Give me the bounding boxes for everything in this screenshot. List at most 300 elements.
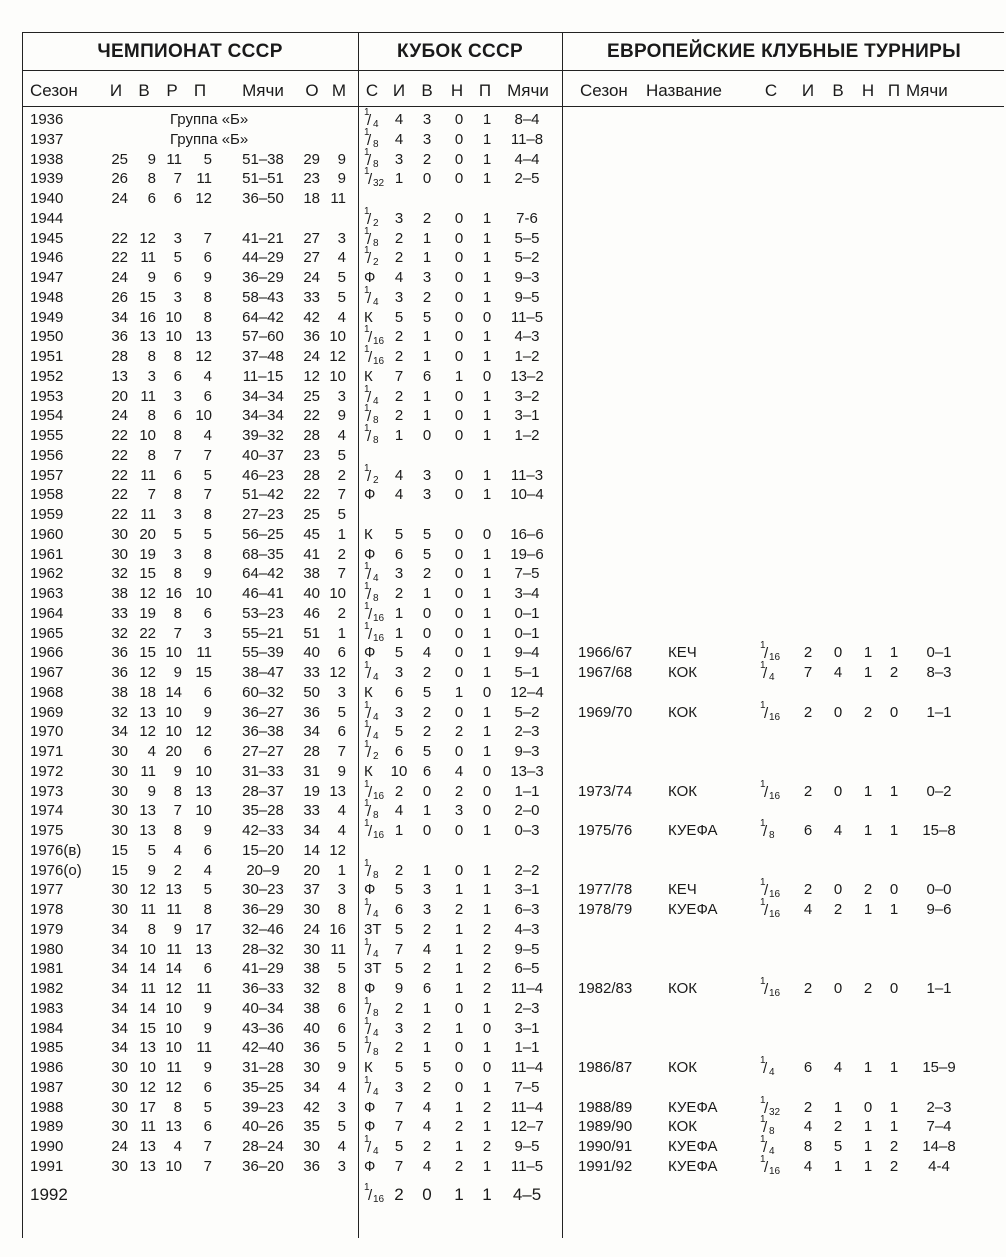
cup-stage: 1 / 2 <box>364 206 379 229</box>
euro-cell: 1 <box>863 1138 873 1155</box>
cup-cell: 2 <box>394 230 404 247</box>
champ-cell: 5 <box>203 1099 212 1116</box>
euro-cell: 4 <box>803 1118 813 1135</box>
champ-cell: 36–33 <box>242 980 284 997</box>
cup-cell: 2 <box>422 1020 432 1037</box>
champ-cell: 5 <box>337 704 346 721</box>
cup-stage: 1 / 8 <box>364 858 379 881</box>
champ-cell: 4 <box>203 368 212 385</box>
champ-cell: 10 <box>139 941 156 958</box>
champ-cell: 3 <box>173 388 182 405</box>
cup-stage: 1 / 8 <box>364 996 379 1019</box>
champ-cell: 6 <box>203 842 212 859</box>
champ-cell: 22 <box>303 407 320 424</box>
cup-cell: 0 <box>482 802 492 819</box>
champ-cell: 3 <box>173 289 182 306</box>
cup-cell: 1 <box>482 546 492 563</box>
champ-cell: 28 <box>303 427 320 444</box>
cup-cell: 1 <box>422 388 432 405</box>
champ-cell: 64–42 <box>242 565 284 582</box>
cup-stage: 1 / 16 <box>364 344 385 367</box>
cup-cell: 0 <box>454 328 464 345</box>
champ-cell: 4 <box>173 1138 182 1155</box>
cup-cell: 1 <box>482 743 492 760</box>
champ-cell: 22 <box>139 625 156 642</box>
champ-cell: 11 <box>166 941 182 958</box>
champ-cell: 1 <box>337 625 346 642</box>
champ-cell: 8 <box>337 901 346 918</box>
cup-cell: 1 <box>394 427 404 444</box>
euro-tournament: КУЕФА <box>668 822 718 839</box>
cup-cell: 2 <box>482 960 492 977</box>
season-cell: 1967 <box>30 664 64 681</box>
cup-cell: 4–4 <box>514 151 540 168</box>
cup-cell: 0 <box>422 625 432 642</box>
season-cell: 1956 <box>30 447 64 464</box>
euro-cell: 0 <box>833 980 843 997</box>
champ-cell: 9 <box>337 763 346 780</box>
champ-cell: 64–42 <box>242 309 284 326</box>
cup-cell: 3 <box>422 269 432 286</box>
champ-cell: 6 <box>203 960 212 977</box>
cup-stage: К <box>364 1059 373 1076</box>
euro-cell: 0 <box>863 1099 873 1116</box>
champ-cell: 10 <box>195 763 212 780</box>
cup-cell: 3 <box>422 467 432 484</box>
season-cell: 1973 <box>30 783 64 800</box>
champ-cell: 14 <box>165 960 182 977</box>
season-cell: 1953 <box>30 388 64 405</box>
cup-cell: 0–3 <box>514 822 540 839</box>
euro-season: 1969/70 <box>578 704 633 721</box>
cup-stage: 1 / 4 <box>364 1016 379 1039</box>
cup-cell: 4 <box>454 763 464 780</box>
champ-cell: 8 <box>203 546 212 563</box>
cup-stage: 1 / 4 <box>364 700 379 723</box>
euro-cell: 0 <box>833 783 843 800</box>
cup-cell: 1 <box>422 802 432 819</box>
champ-cell: 10 <box>329 585 346 602</box>
champ-cell: 6 <box>337 1020 346 1037</box>
season-cell: 1968 <box>30 684 64 701</box>
cup-cell: 0 <box>482 1059 492 1076</box>
euro-cell: 7–4 <box>926 1118 952 1135</box>
champ-cell: 28–32 <box>242 941 284 958</box>
cup-stage: 1 / 8 <box>364 147 379 170</box>
cup-cell: 1 <box>394 822 404 839</box>
cup-cell: 2–3 <box>514 1000 540 1017</box>
champ-header-2: И <box>109 81 123 100</box>
champ-cell: 28 <box>111 348 128 365</box>
champ-cell: 10 <box>139 427 156 444</box>
cup-cell: 4 <box>394 467 404 484</box>
cup-cell: 5–2 <box>514 249 540 266</box>
euro-cell: 4 <box>833 664 843 681</box>
champ-cell: 11 <box>330 941 346 958</box>
champ-cell: 8 <box>173 427 182 444</box>
champ-cell: 6 <box>337 723 346 740</box>
champ-cell: 11 <box>196 1039 212 1056</box>
champ-cell: 42–33 <box>242 822 284 839</box>
cup-cell: 5–1 <box>514 664 540 681</box>
euro-cell: 4 <box>803 901 813 918</box>
champ-cell: 34 <box>303 1079 320 1096</box>
cup-cell: 2 <box>422 210 432 227</box>
champ-cell: 3 <box>337 388 346 405</box>
cup-stage: 1 / 4 <box>364 1134 379 1157</box>
euro-tournament: КОК <box>668 783 697 800</box>
champ-cell: 13 <box>139 1158 156 1175</box>
cup-cell: 0 <box>454 704 464 721</box>
champ-cell: 14 <box>165 684 182 701</box>
cup-cell: 2 <box>422 289 432 306</box>
champ-cell: 12 <box>165 1079 182 1096</box>
season-cell: 1965 <box>30 625 64 642</box>
champ-cell: 6 <box>203 605 212 622</box>
cup-cell: 7 <box>394 1158 404 1175</box>
champ-cell: 34 <box>111 1020 128 1037</box>
season-cell: 1959 <box>30 506 64 523</box>
champ-cell: 6 <box>203 743 212 760</box>
cup-stage: 3Т <box>364 960 382 977</box>
euro-cell: 2 <box>803 881 813 898</box>
champ-cell: 24 <box>111 1138 128 1155</box>
champ-cell: 4 <box>337 309 346 326</box>
cup-cell: 6 <box>422 368 432 385</box>
euro-tournament: КУЕФА <box>668 901 718 918</box>
euro-cell: 2 <box>889 1158 899 1175</box>
cup-cell: 1 <box>454 1138 464 1155</box>
champ-cell: 3 <box>337 230 346 247</box>
champ-cell: 6 <box>173 467 182 484</box>
champ-cell: 24 <box>303 348 320 365</box>
champ-cell: 12 <box>329 842 346 859</box>
champ-cell: 5 <box>203 881 212 898</box>
cup-cell: 1 <box>482 644 492 661</box>
cup-cell: 0 <box>454 269 464 286</box>
cup-cell: 5 <box>422 309 432 326</box>
champ-cell: 8 <box>147 170 156 187</box>
champ-cell: 56–25 <box>242 526 284 543</box>
cup-cell: 5 <box>394 309 404 326</box>
champ-cell: 1 <box>337 526 346 543</box>
euro-cell: 0–1 <box>926 644 952 661</box>
season-cell: 1966 <box>30 644 64 661</box>
champ-cell: 8 <box>203 506 212 523</box>
champ-cell: 8 <box>147 348 156 365</box>
champ-cell: 23 <box>303 170 320 187</box>
cup-cell: 9–5 <box>514 1138 540 1155</box>
cup-cell: 2 <box>454 1118 464 1135</box>
champ-cell: 3 <box>147 368 156 385</box>
cup-cell: 0 <box>454 131 464 148</box>
champ-cell: 22 <box>111 427 128 444</box>
champ-cell: 40 <box>303 585 320 602</box>
euro-cell: 1 <box>889 644 899 661</box>
champ-cell: 11 <box>166 151 182 168</box>
cup-cell: 1 <box>482 704 492 721</box>
cup-cell: 6–5 <box>514 960 540 977</box>
cup-cell: 2 <box>422 704 432 721</box>
cup-cell: 6 <box>422 763 432 780</box>
champ-cell: 36–27 <box>242 704 284 721</box>
cup-cell: 2 <box>454 901 464 918</box>
cup-stage: 1 / 32 <box>364 166 385 189</box>
champ-cell: 6 <box>337 1000 346 1017</box>
cup-cell: 7 <box>394 368 404 385</box>
champ-cell: 13 <box>165 1118 182 1135</box>
champ-cell: 12 <box>195 723 212 740</box>
season-cell: 1970 <box>30 723 64 740</box>
cup-header-1: С <box>365 81 379 100</box>
champ-cell: 34 <box>111 941 128 958</box>
season-cell: 1986 <box>30 1059 64 1076</box>
euro-cell: 2 <box>803 644 813 661</box>
cup-stage: 1 / 8 <box>364 581 379 604</box>
cup-cell: 6 <box>394 901 404 918</box>
cup-cell: 1 <box>422 348 432 365</box>
champ-cell: 32 <box>111 565 128 582</box>
champ-cell: 15 <box>139 565 156 582</box>
cup-cell: 5 <box>394 1059 404 1076</box>
cup-cell: 4 <box>422 1158 432 1175</box>
cup-cell: 1 <box>482 230 492 247</box>
euro-season: 1988/89 <box>578 1099 633 1116</box>
champ-cell: 8 <box>173 565 182 582</box>
champ-cell: 24 <box>111 190 128 207</box>
cup-cell: 0 <box>422 605 432 622</box>
champ-cell: 9 <box>337 407 346 424</box>
champ-cell: 4 <box>337 427 346 444</box>
euro-season: 1973/74 <box>578 783 633 800</box>
cup-cell: 4 <box>394 131 404 148</box>
champ-cell: 36 <box>111 644 128 661</box>
champ-cell: 36–29 <box>242 269 284 286</box>
cup-cell: 0 <box>482 763 492 780</box>
euro-header-7: П <box>887 81 901 100</box>
champ-cell: 8 <box>173 486 182 503</box>
champ-cell: 58–43 <box>242 289 284 306</box>
cup-cell: 1 <box>422 1039 432 1056</box>
cup-cell: 3 <box>394 664 404 681</box>
cup-cell: 1–1 <box>514 1039 540 1056</box>
cup-cell: 1 <box>482 269 492 286</box>
cup-stage: 1 / 8 <box>364 403 379 426</box>
cup-cell: 1 <box>482 1079 492 1096</box>
cup-cell: 2 <box>394 1000 404 1017</box>
season-cell: 1983 <box>30 1000 64 1017</box>
euro-tournament: КЕЧ <box>668 644 697 661</box>
champ-cell: 36 <box>303 1158 320 1175</box>
season-cell: 1957 <box>30 467 64 484</box>
cup-cell: 3–2 <box>514 388 540 405</box>
champ-cell: 9 <box>147 783 156 800</box>
championship-title: ЧЕМПИОНАТ СССР <box>97 41 283 62</box>
champ-cell: 31–33 <box>242 763 284 780</box>
euro-cell: 1 <box>889 901 899 918</box>
champ-cell: 10 <box>165 309 182 326</box>
champ-cell: 3 <box>337 1158 346 1175</box>
cup-cell: 2 <box>422 664 432 681</box>
cup-stage: 1 / 16 <box>364 1182 385 1205</box>
cup-cell: 1 <box>482 427 492 444</box>
cup-stage: Ф <box>364 980 376 997</box>
cup-euro-divider <box>562 32 563 1238</box>
season-cell: 1980 <box>30 941 64 958</box>
champ-cell: 25 <box>303 388 320 405</box>
cup-cell: 5 <box>394 644 404 661</box>
euro-cell: 1 <box>863 783 873 800</box>
cup-cell: 9–3 <box>514 743 540 760</box>
cup-cell: 9–5 <box>514 289 540 306</box>
champ-cell: 8 <box>173 822 182 839</box>
euro-cell: 0 <box>833 881 843 898</box>
champ-cell: 5 <box>337 1039 346 1056</box>
champ-cell: 33 <box>111 605 128 622</box>
euro-stage: 1 / 4 <box>760 660 775 683</box>
champ-cell: 40 <box>303 1020 320 1037</box>
season-cell: 1988 <box>30 1099 64 1116</box>
champ-cell: 38–47 <box>242 664 284 681</box>
cup-cell: 1 <box>482 1039 492 1056</box>
cup-cell: 2 <box>394 783 404 800</box>
cup-cell: 1 <box>422 230 432 247</box>
champ-header-8: М <box>331 81 347 100</box>
cup-cell: 3 <box>394 704 404 721</box>
cup-cell: 2 <box>482 1099 492 1116</box>
cup-cell: 5 <box>394 723 404 740</box>
champ-cell: 35 <box>303 1118 320 1135</box>
champ-cell: 19 <box>303 783 320 800</box>
cup-cell: 3 <box>454 802 464 819</box>
cup-cell: 7–5 <box>514 565 540 582</box>
euro-cell: 15–9 <box>922 1059 956 1076</box>
euro-cell: 4 <box>803 1158 813 1175</box>
cup-cell: 0 <box>482 309 492 326</box>
cup-cell: 6 <box>422 980 432 997</box>
cup-cell: 0 <box>454 388 464 405</box>
euro-stage: 1 / 8 <box>760 1114 775 1137</box>
section-divider-line <box>22 70 1004 71</box>
cup-cell: 11–4 <box>510 1099 544 1116</box>
champ-cell: 36–50 <box>242 190 284 207</box>
cup-stage: 1 / 4 <box>364 285 379 308</box>
euro-season: 1991/92 <box>578 1158 633 1175</box>
cup-header-2: И <box>392 81 406 100</box>
champ-cell: 11 <box>140 388 156 405</box>
cup-cell: 7–5 <box>514 1079 540 1096</box>
cup-cell: 1 <box>454 960 464 977</box>
champ-cell: 6 <box>173 190 182 207</box>
champ-cell: 16 <box>139 309 156 326</box>
cup-cell: 1 <box>482 1185 492 1204</box>
champ-cell: 14 <box>139 1000 156 1017</box>
cup-stage: 1 / 2 <box>364 245 379 268</box>
cup-cell: 1 <box>482 289 492 306</box>
cup-cell: 4 <box>394 486 404 503</box>
cup-cell: 5–5 <box>514 230 540 247</box>
champ-cell: 38 <box>111 684 128 701</box>
champ-cell: 22 <box>111 486 128 503</box>
champ-cell: 34 <box>111 723 128 740</box>
champ-cell: 30 <box>111 1118 128 1135</box>
champ-cell: 36 <box>111 328 128 345</box>
euro-cell: 2 <box>889 1138 899 1155</box>
champ-cell: 3 <box>203 625 212 642</box>
champ-cell: 20–9 <box>246 862 280 879</box>
cup-cell: 5 <box>422 743 432 760</box>
champ-cell: 39–32 <box>242 427 284 444</box>
champ-header-3: В <box>138 81 150 100</box>
cup-cell: 1 <box>482 151 492 168</box>
cup-cell: 0 <box>454 1079 464 1096</box>
cup-stage: 1 / 8 <box>364 226 379 249</box>
cup-cell: 0 <box>454 526 464 543</box>
champ-cell: 30 <box>111 526 128 543</box>
champ-cell: 35–28 <box>242 802 284 819</box>
cup-cell: 3 <box>422 131 432 148</box>
cup-stage: 1 / 4 <box>364 1075 379 1098</box>
champ-cell: 34 <box>111 309 128 326</box>
cup-cell: 16–6 <box>510 526 544 543</box>
euro-cell: 2 <box>803 980 813 997</box>
euro-cell: 1 <box>889 822 899 839</box>
champ-cell: 5 <box>173 526 182 543</box>
champ-cell: 38 <box>303 960 320 977</box>
champ-cell: 28–24 <box>242 1138 284 1155</box>
cup-cell: 0 <box>422 170 432 187</box>
euro-cell: 4 <box>833 822 843 839</box>
champ-cell: 12 <box>329 348 346 365</box>
season-cell: 1990 <box>30 1138 64 1155</box>
cup-cell: 1 <box>394 625 404 642</box>
cup-cell: 11–3 <box>510 467 544 484</box>
cup-cell: 1 <box>454 368 464 385</box>
cup-cell: 0 <box>422 1185 432 1204</box>
euro-cell: 0–0 <box>926 881 952 898</box>
cup-cell: 0 <box>454 309 464 326</box>
champ-cell: 5 <box>337 1118 346 1135</box>
champ-cell: 15–20 <box>242 842 284 859</box>
season-cell: 1982 <box>30 980 64 997</box>
champ-cell: 8 <box>203 289 212 306</box>
champ-cell: 15 <box>195 664 212 681</box>
champ-cell: 4 <box>337 249 346 266</box>
champ-cell: 20 <box>303 862 320 879</box>
euro-cell: 1 <box>863 1158 873 1175</box>
champ-cell: 36–29 <box>242 901 284 918</box>
cup-cell: 2 <box>482 941 492 958</box>
champ-cell: 36–38 <box>242 723 284 740</box>
cup-cell: 2 <box>422 723 432 740</box>
cup-cell: 13–3 <box>510 763 544 780</box>
season-cell: 1992 <box>30 1185 68 1204</box>
champ-cell: 9 <box>203 269 212 286</box>
champ-cell: 11 <box>140 467 156 484</box>
cup-cell: 3–1 <box>514 407 540 424</box>
cup-cell: 6–3 <box>514 901 540 918</box>
champ-cell: 44–29 <box>242 249 284 266</box>
champ-cell: 4 <box>203 862 212 879</box>
champ-cell: 2 <box>337 605 346 622</box>
cup-cell: 1 <box>422 862 432 879</box>
champ-cell: 9 <box>147 151 156 168</box>
cup-cell: 5 <box>422 526 432 543</box>
cup-stage: 1 / 8 <box>364 127 379 150</box>
cup-cell: 1 <box>482 467 492 484</box>
euro-cell: 1 <box>863 664 873 681</box>
champ-cell: 36 <box>111 664 128 681</box>
